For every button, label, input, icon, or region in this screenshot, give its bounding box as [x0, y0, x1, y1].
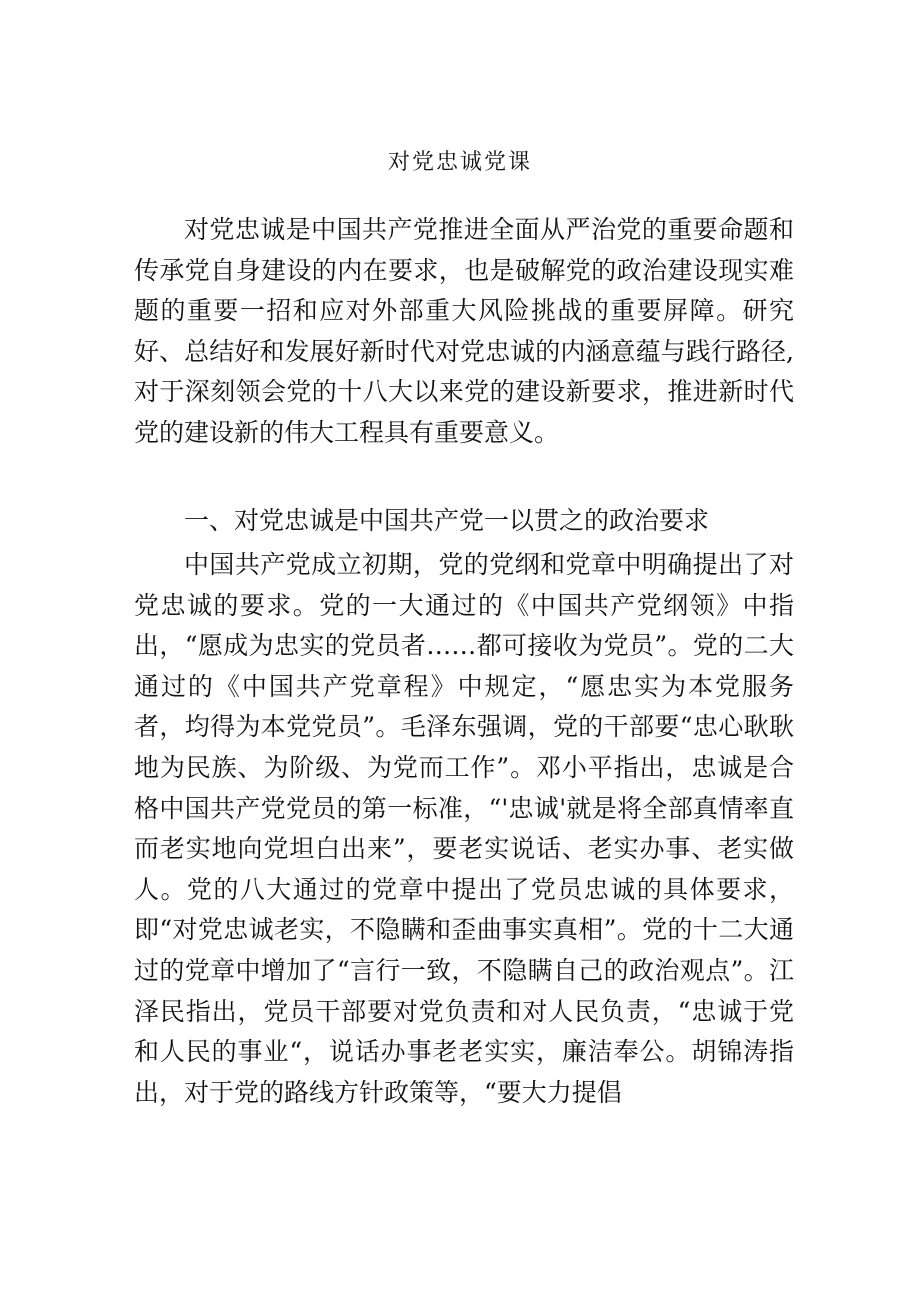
intro-paragraph: 对党忠诚是中国共产党推进全面从严治党的重要命题和传承党自身建设的内在要求，也是破解党的政治建设现实难题的重要一招和应对外部重大风险挑战的重要屏障。研究好、总结好和发展好新时代对党忠诚的内涵意蕴与践行路径,对于深刻领会党的十八大以来党的建设新要求，推进新时代党的建设新的伟大工程具有重要意义。 [134, 215, 794, 447]
document-title: 对党忠诚党课 [387, 150, 532, 175]
section-heading: 一、对党忠诚是中国共产党一以贯之的政治要求 [184, 506, 710, 535]
section-paragraph: 中国共产党成立初期，党的党纲和党章中明确提出了对党忠诚的要求。党的一大通过的《中国共产党纲领》中指出，“愿成为忠实的党员者……都可接收为党员”。党的二大通过的《中国共产党章程》中规定，“愿忠实为本党服务者，均得为本党党员”。毛泽东强调，党的干部要“忠心耿耿地为民族、为阶级、为党而工作”。邓小平指出，忠诚是合格中国共产党党员的第一标准，“'忠诚'就是将全部真情率直而老实地向党坦白出来”，要老实说话、老实办事、老实做人。党的八大通过的党章中提出了党员忠诚的具体要求，即“对党忠诚老实，不隐瞒和歪曲事实真相”。党的十二大通过的党章中增加了“言行一致，不隐瞒自己的政治观点”。江泽民指出，党员干部要对党负责和对人民负责，“忠诚于党和人民的事业“，说话办事老老实实，廉洁奉公。胡锦涛指出，对于党的路线方针政策等，“要大力提倡 [134, 550, 794, 1107]
